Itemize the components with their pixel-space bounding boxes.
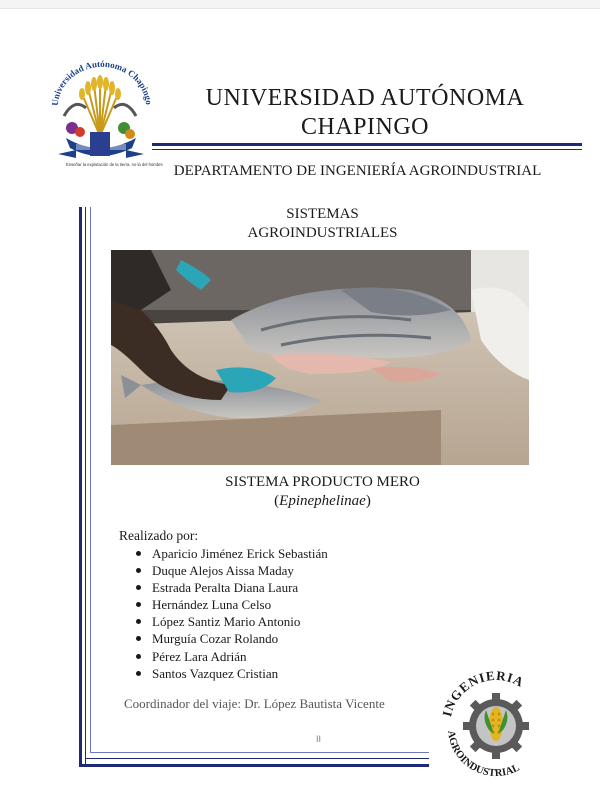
scientific-name: Epinephelinae: [279, 493, 366, 509]
subject-line1: SISTEMAS: [286, 206, 359, 222]
header-rule-thin: [152, 149, 582, 150]
header-rule-thick: [152, 143, 582, 146]
frame-vertical-thick: [79, 207, 82, 767]
scientific-name-line: [150, 492, 495, 511]
university-title: [165, 84, 565, 142]
list-item: López Santiz Mario Antonio: [133, 613, 328, 630]
page-number: II: [316, 734, 322, 744]
svg-text:AGROINDUSTRIAL: AGROINDUSTRIAL: [444, 729, 522, 780]
list-item: Santos Vazquez Cristian: [133, 665, 328, 682]
coordinator-text: Coordinador del viaje: Dr. López Bautista Vicente: [124, 696, 385, 711]
system-title: [150, 473, 495, 511]
frame-vertical-light: [90, 207, 91, 752]
authors-label: Realizado por:: [119, 528, 199, 543]
frame-bottom-thick: [79, 764, 429, 767]
list-item: Duque Alejos Aissa Maday: [133, 562, 328, 579]
ingenieria-agroindustrial-logo-icon: [436, 666, 556, 782]
viewer-top-edge: [0, 0, 600, 9]
svg-text:INGENIERIA: INGENIERIA: [439, 667, 527, 719]
university-title-line2: CHAPINGO: [300, 114, 429, 140]
frame-bottom-thin: [85, 758, 429, 759]
fish-processing-photo: [111, 250, 529, 465]
subject-title: [190, 205, 455, 243]
scientific-paren-close: ): [365, 493, 371, 509]
authors-list: [133, 545, 328, 682]
department-title: DEPARTAMENTO DE INGENIERÍA AGROINDUSTRIAL: [173, 163, 542, 179]
list-item: Estrada Peralta Diana Laura: [133, 579, 328, 596]
list-item: Hernández Luna Celso: [133, 596, 328, 613]
frame-vertical-thin: [85, 207, 86, 767]
list-item: Pérez Lara Adrián: [133, 648, 328, 665]
system-name: SISTEMA PRODUCTO MERO: [225, 474, 420, 490]
list-item: Murguía Cozar Rolando: [133, 630, 328, 647]
frame-bottom-light: [90, 752, 429, 753]
subject-line2: AGROINDUSTRIALES: [247, 225, 398, 241]
university-title-line1: UNIVERSIDAD AUTÓNOMA: [205, 85, 525, 111]
svg-text:Enseñar la explotación de la t: Enseñar la explotación de la tierra, no la del hombre: [66, 162, 163, 167]
chapingo-seal-icon: [36, 58, 166, 178]
svg-text:Universidad Autónoma Chapingo: Universidad Autónoma Chapingo: [49, 58, 155, 107]
scientific-paren-open: (: [274, 493, 280, 509]
list-item: Aparicio Jiménez Erick Sebastián: [133, 545, 328, 562]
